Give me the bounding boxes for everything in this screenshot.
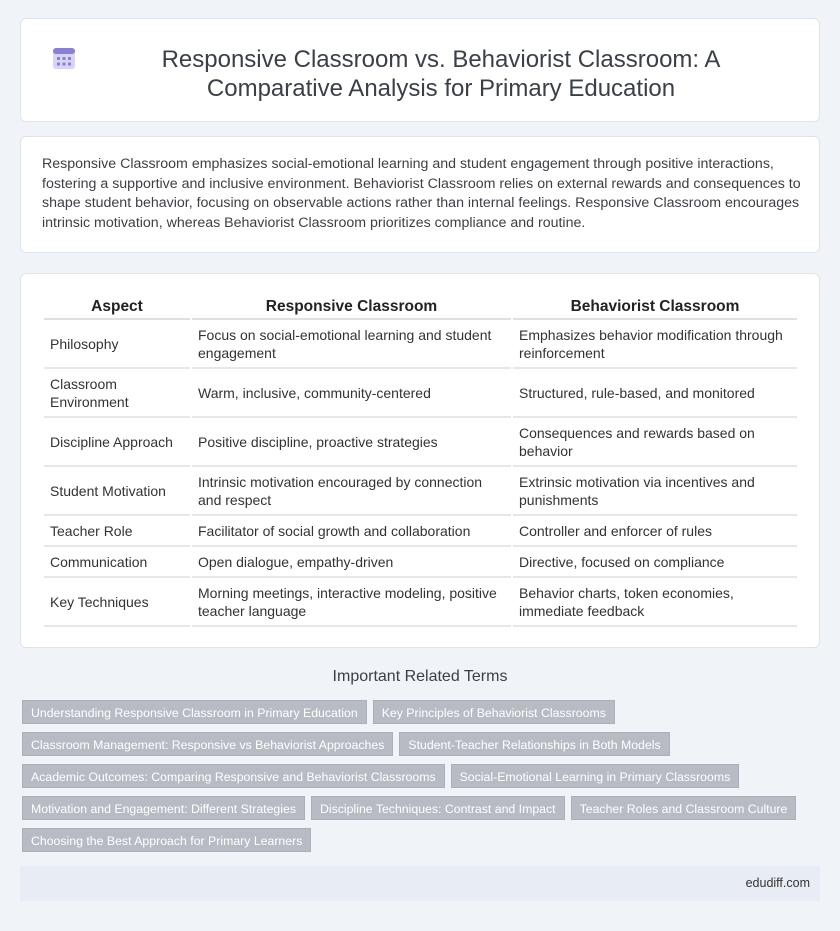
table-header-row — [44, 294, 797, 320]
behaviorist-cell: Emphasizes behavior modification through reinforcement — [513, 320, 797, 369]
column-header-responsive: Responsive Classroom — [192, 294, 511, 320]
aspect-cell: Classroom Environment — [44, 369, 190, 418]
aspect-cell: Discipline Approach — [44, 418, 190, 467]
table-row — [44, 547, 797, 578]
related-term-link[interactable]: Teacher Roles and Classroom Culture — [571, 796, 797, 820]
page-title: Responsive Classroom vs. Behaviorist Classroom: A Comparative Analysis for Primary Education — [161, 46, 721, 102]
related-term-link[interactable]: Motivation and Engagement: Different Strategies — [22, 796, 305, 820]
column-header-aspect: Aspect — [44, 294, 190, 320]
responsive-cell: Positive discipline, proactive strategies — [192, 418, 511, 467]
responsive-cell: Facilitator of social growth and collaboration — [192, 516, 511, 547]
related-term-link[interactable]: Choosing the Best Approach for Primary Learners — [22, 828, 311, 852]
table-row — [44, 467, 797, 516]
responsive-cell: Morning meetings, interactive modeling, positive teacher language — [192, 578, 511, 627]
responsive-cell: Intrinsic motivation encouraged by connection and respect — [192, 467, 511, 516]
related-term-link[interactable]: Student-Teacher Relationships in Both Models — [399, 732, 669, 756]
header-card — [20, 18, 820, 122]
related-terms-list — [22, 700, 802, 852]
intro-card — [20, 136, 820, 253]
table-row — [44, 418, 797, 467]
table-row — [44, 369, 797, 418]
aspect-cell: Student Motivation — [44, 467, 190, 516]
related-term-link[interactable]: Discipline Techniques: Contrast and Impact — [311, 796, 565, 820]
table-row — [44, 320, 797, 369]
aspect-cell: Teacher Role — [44, 516, 190, 547]
comparison-table — [42, 294, 799, 627]
aspect-cell: Communication — [44, 547, 190, 578]
table-row — [44, 516, 797, 547]
column-header-behaviorist: Behaviorist Classroom — [513, 294, 797, 320]
comparison-table-card — [20, 273, 820, 648]
related-term-link[interactable]: Social-Emotional Learning in Primary Classrooms — [451, 764, 740, 788]
behaviorist-cell: Structured, rule-based, and monitored — [513, 369, 797, 418]
calendar-icon — [51, 45, 77, 71]
aspect-cell: Philosophy — [44, 320, 190, 369]
table-row — [44, 578, 797, 627]
behaviorist-cell: Consequences and rewards based on behavior — [513, 418, 797, 467]
aspect-cell: Key Techniques — [44, 578, 190, 627]
behaviorist-cell: Extrinsic motivation via incentives and punishments — [513, 467, 797, 516]
intro-text: Responsive Classroom emphasizes social-emotional learning and student engagement through positive interactions, fostering a supportive and inclusive environment. Behaviorist Classroom relies on external rewards and consequences to shape student behavior, focusing on observable actions rather than internal feelings. Responsive Classroom encourages intrinsic motivation, whereas Behaviorist Classroom prioritizes compliance and routine. — [42, 156, 801, 231]
footer — [20, 866, 820, 901]
responsive-cell: Warm, inclusive, community-centered — [192, 369, 511, 418]
related-terms-heading: Important Related Terms — [332, 668, 508, 685]
behaviorist-cell: Behavior charts, token economies, immediate feedback — [513, 578, 797, 627]
behaviorist-cell: Controller and enforcer of rules — [513, 516, 797, 547]
behaviorist-cell: Directive, focused on compliance — [513, 547, 797, 578]
responsive-cell: Open dialogue, empathy-driven — [192, 547, 511, 578]
related-term-link[interactable]: Understanding Responsive Classroom in Primary Education — [22, 700, 367, 724]
footer-site-link[interactable]: edudiff.com — [745, 876, 810, 890]
related-term-link[interactable]: Academic Outcomes: Comparing Responsive and Behaviorist Classrooms — [22, 764, 445, 788]
related-term-link[interactable]: Classroom Management: Responsive vs Behaviorist Approaches — [22, 732, 393, 756]
responsive-cell: Focus on social-emotional learning and student engagement — [192, 320, 511, 369]
related-term-link[interactable]: Key Principles of Behaviorist Classrooms — [373, 700, 615, 724]
